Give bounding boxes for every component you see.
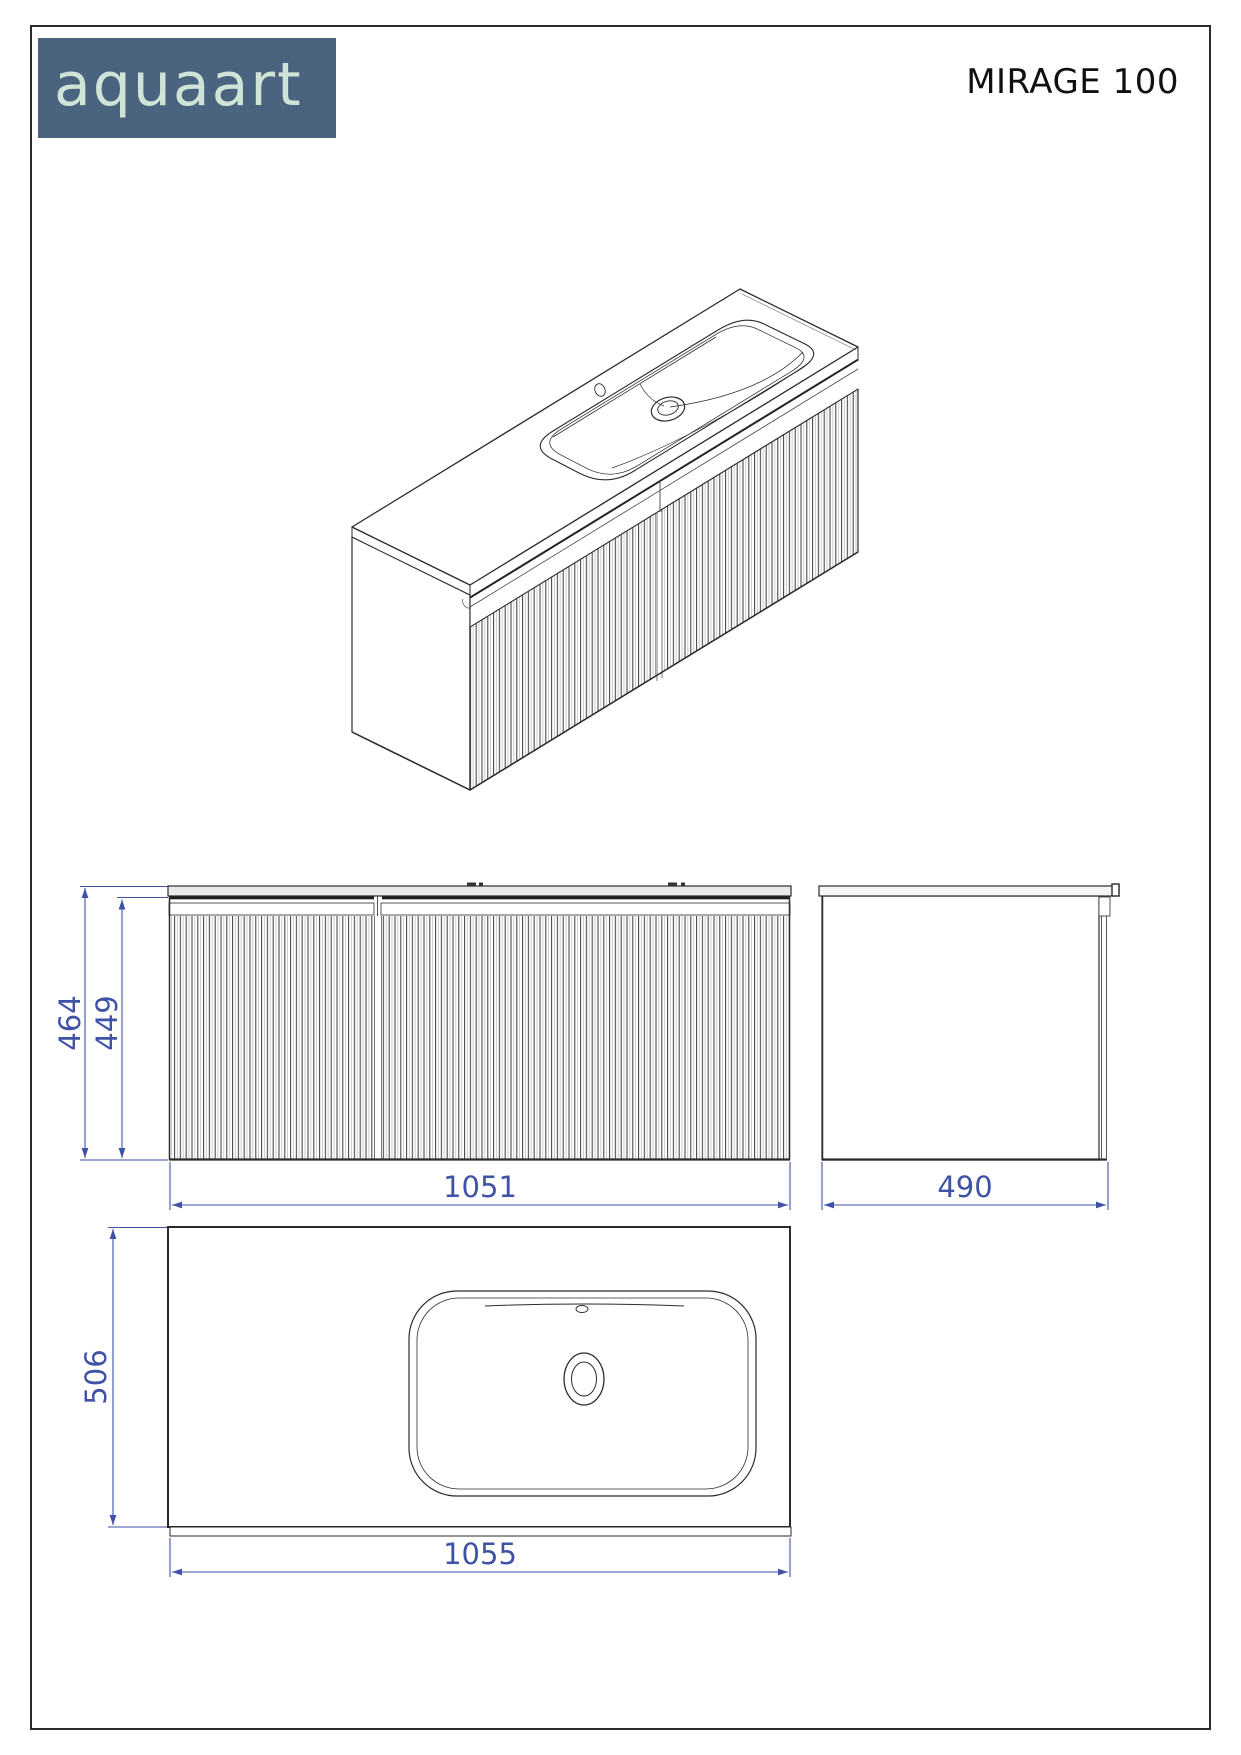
dim-label-front-height-total: 464 xyxy=(53,995,87,1051)
dim-label-front-height-body: 449 xyxy=(90,995,124,1051)
front-fluted-doors xyxy=(169,916,790,1160)
side-countertop-nose xyxy=(1112,884,1119,896)
dim-label-side-depth: 490 xyxy=(937,1170,993,1204)
side-groove-profile xyxy=(1099,897,1110,916)
top-front-nose xyxy=(170,1527,791,1536)
dim-label-top-depth: 506 xyxy=(79,1349,113,1405)
top-countertop-outline xyxy=(168,1227,790,1527)
brand-logo-text: aquaart xyxy=(54,50,303,120)
top-view xyxy=(168,1227,791,1536)
side-view xyxy=(819,884,1119,1160)
front-groove-shadow xyxy=(382,897,790,900)
front-right-door-recess xyxy=(381,903,790,915)
page-title: MIRAGE 100 xyxy=(966,62,1179,102)
front-elevation-view xyxy=(168,883,791,1161)
side-door-profile xyxy=(1102,916,1107,1158)
dim-label-top-width: 1055 xyxy=(443,1537,517,1571)
front-countertop xyxy=(168,886,791,896)
front-left-door-recess xyxy=(169,903,374,915)
side-body xyxy=(822,896,1099,1160)
isometric-view xyxy=(352,289,858,790)
side-countertop xyxy=(819,886,1119,896)
dim-label-front-width: 1051 xyxy=(443,1170,517,1204)
